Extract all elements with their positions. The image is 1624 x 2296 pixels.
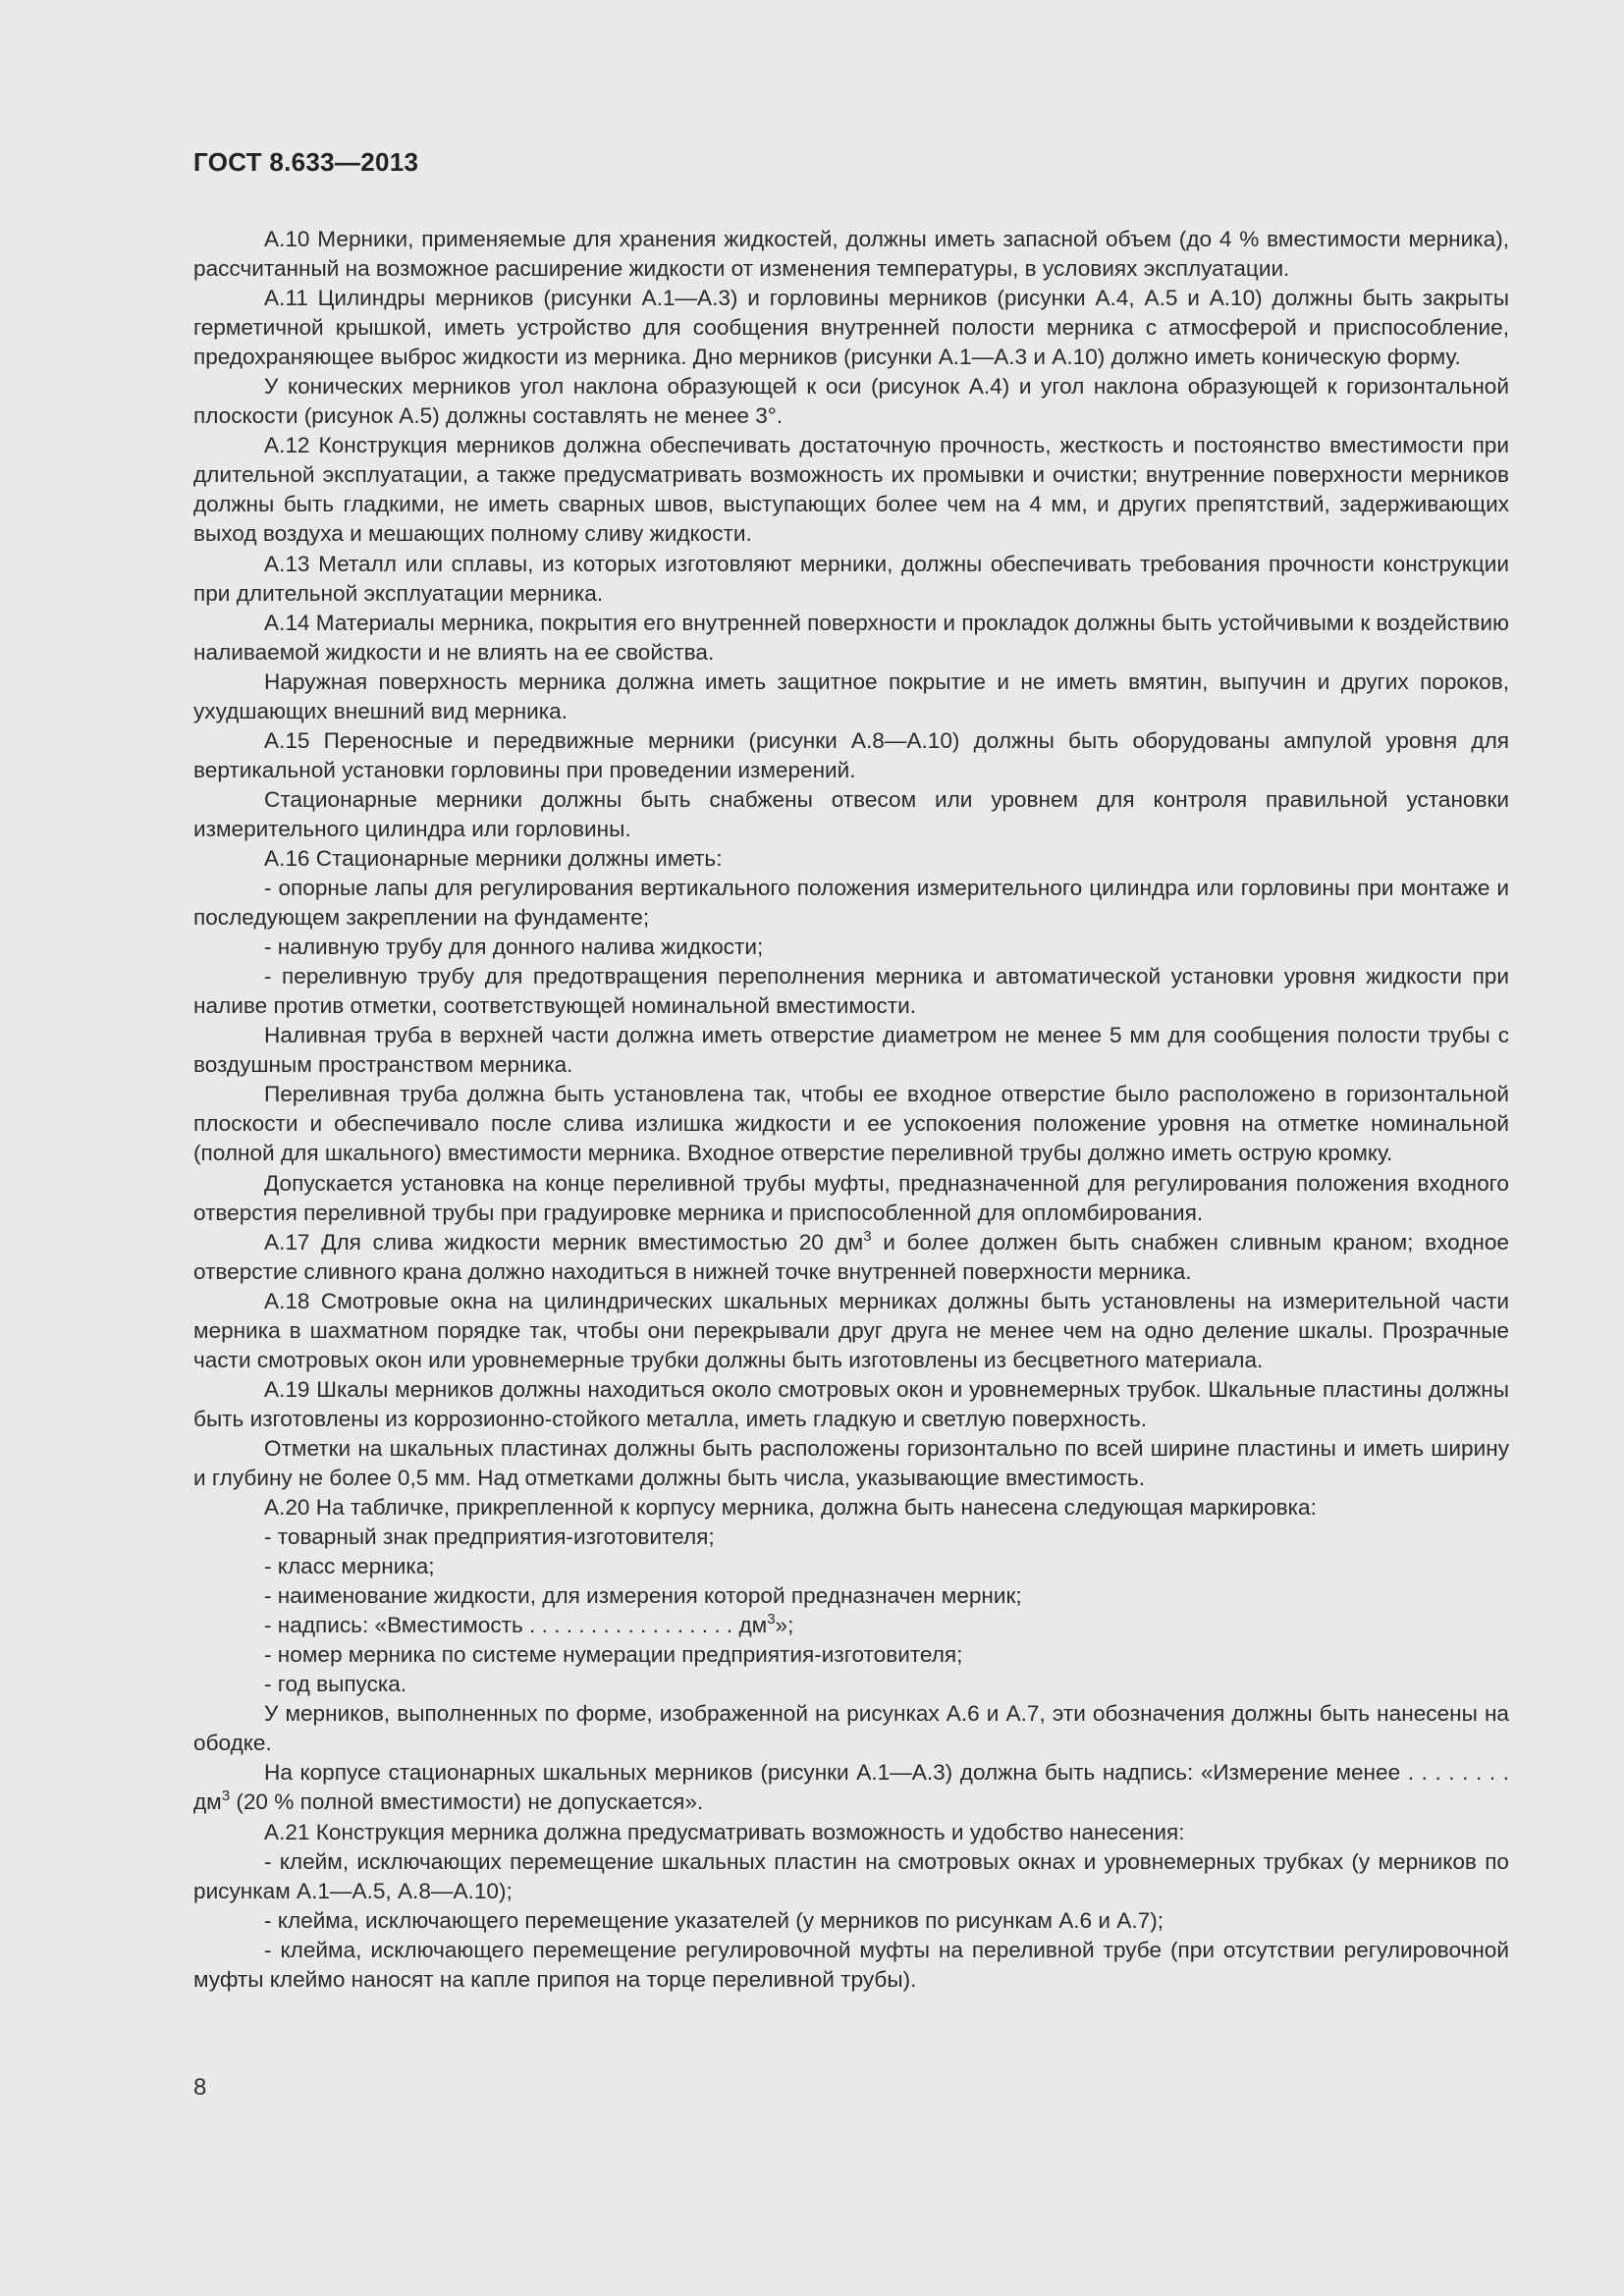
paragraph-a14: А.14 Материалы мерника, покрытия его внутренней поверхности и прокладок должны быть устойчивыми к воздействию наливаемой жидкости и не влиять на ее свойства.: [193, 610, 1509, 665]
paragraph-overflow-pipe: Переливная труба должна быть установлена так, чтобы ее входное отверстие было расположено в горизонтальной плоскости и обеспечивало после слива излишка жидкости и ее успокоения положение уровня на отметке номинальной (полной для шкального) вместимости мерника. Входное отверстие переливной трубы должно иметь острую кромку.: [193, 1082, 1509, 1166]
list-item-fill-pipe: - наливную трубу для донного налива жидкости;: [264, 934, 764, 960]
list-item-capacity-label: - надпись: «Вместимость . . . . . . . . . . . . . . . . . $дм^3$»;: [264, 1611, 794, 1638]
document-header: ГОСТ 8.633—2013: [193, 147, 419, 177]
list-item-pointer-stamp: - клейма, исключающего перемещение указателей (у мерников по рисункам А.6 и А.7);: [264, 1907, 1164, 1933]
list-item-overflow-pipe: - переливную трубу для предотвращения переполнения мерника и автоматической установки уровня жидкости при наливе против отметки, соответствующей номинальной вместимости.: [193, 964, 1509, 1019]
paragraph-a10: А.10 Мерники, применяемые для хранения жидкостей, должны иметь запасной объем (до 4 % вместимости мерника), рассчитанный на возможное расширение жидкости от изменения температуры, в условиях эксплуатации.: [193, 227, 1509, 282]
paragraph-a12: А.12 Конструкция мерников должна обеспечивать достаточную прочность, жесткость и постоянство вместимости при длительной эксплуатации, а также предусматривать возможность их промывки и очистки; внутренние поверхности мерников должны быть гладкими, не иметь сварных швов, выступающих более чем на 4 мм, и других препятствий, задерживающих выход воздуха и мешающих полному сливу жидкости.: [193, 433, 1509, 547]
paragraph-scale-marks: Отметки на шкальных пластинах должны быть расположены горизонтально по всей ширине пластины и иметь ширину и глубину не более 0,5 мм. Над отметками должны быть числа, указывающие вместимость.: [193, 1435, 1509, 1490]
document-body: [193, 225, 1509, 1995]
paragraph-stationary-plumb: Стационарные мерники должны быть снабжены отвесом или уровнем для контроля правильной установки измерительного цилиндра или горловины.: [193, 786, 1509, 841]
paragraph-rim-marking: У мерников, выполненных по форме, изображенной на рисунках А.6 и А.7, эти обозначения должны быть нанесены на ободке.: [193, 1701, 1509, 1756]
paragraph-a17: А.17 Для слива жидкости мерник вместимостью 20 $дм^3$ и более должен быть снабжен сливным краном; входное отверстие сливного крана должно находиться в нижней точке внутренней поверхности мерника.: [193, 1227, 1509, 1284]
paragraph-a11: А.11 Цилиндры мерников (рисунки А.1—А.3) и горловины мерников (рисунки А.4, А.5 и А.10) должны быть закрыты герметичной крышкой, иметь устройство для сообщения внутренней полости мерника с атмосферой и приспособление, предохраняющее выброс жидкости из мерника. Дно мерников (рисунки А.1—А.3 и А.10) должно иметь коническую форму.: [193, 286, 1509, 370]
superscript: 3: [863, 1227, 872, 1245]
paragraph-a16: А.16 Стационарные мерники должны иметь:: [264, 845, 723, 871]
paragraph-a13: А.13 Металл или сплавы, из которых изготовляют мерники, должны обеспечивать требования прочности конструкции при длительной эксплуатации мерника.: [193, 551, 1509, 606]
paragraph-a21: А.21 Конструкция мерника должна предусматривать возможность и удобство нанесения:: [264, 1819, 1185, 1844]
list-item-support-legs: - опорные лапы для регулирования вертикального положения измерительного цилиндра или горловины при монтаже и последующем закреплении на фундаменте;: [193, 876, 1509, 931]
paragraph-a15: А.15 Переносные и передвижные мерники (рисунки А.8—А.10) должны быть оборудованы ампулой уровня для вертикальной установки горловины при проведении измерений.: [193, 727, 1509, 782]
paragraph-a18: А.18 Смотровые окна на цилиндрических шкальных мерниках должны быть установлены на измерительной части мерника в шахматном порядке так, чтобы они перекрывали друг друга не менее чем на одно деление шкалы. Прозрачные части смотровых окон или уровнемерные трубки должны быть изготовлены из бесцветного материала.: [193, 1288, 1509, 1372]
paragraph-outer-surface: Наружная поверхность мерника должна иметь защитное покрытие и не иметь вмятин, выпучин и других пороков, ухудшающих внешний вид мерника.: [193, 668, 1509, 723]
superscript: 3: [767, 1611, 776, 1629]
paragraph-inscription: На корпусе стационарных шкальных мерников (рисунки А.1—А.3) должна быть надпись: «Измерение менее . . . . . . . . $дм^3$ (20 % полной вместимости) не допускается».: [193, 1760, 1509, 1815]
list-item-scale-plate-stamps: - клейм, исключающих перемещение шкальных пластин на смотровых окнах и уровнемерных трубках (у мерников по рисункам А.1—А.5, А.8—А.10);: [193, 1848, 1509, 1903]
paragraph-a19: А.19 Шкалы мерников должны находиться около смотровых окон и уровнемерных трубок. Шкальные пластины должны быть изготовлены из коррозионно-стойкого металла, иметь гладкую и светлую поверхность.: [193, 1376, 1509, 1431]
list-item-trademark: - товарный знак предприятия-изготовителя;: [264, 1524, 715, 1550]
list-item-coupling-stamp: - клейма, исключающего перемещение регулировочной муфты на переливной трубе (при отсутствии регулировочной муфты клеймо наносят на капле припоя на торце переливной трубы).: [193, 1937, 1509, 1992]
list-item-serial-number: - номер мерника по системе нумерации предприятия-изготовителя;: [264, 1642, 963, 1668]
page-number: 8: [193, 2074, 207, 2101]
superscript: 3: [221, 1788, 231, 1805]
paragraph-conical: У конических мерников угол наклона образующей к оси (рисунок А.4) и угол наклона образующей к горизонтальной плоскости (рисунок А.5) должны составлять не менее 3°.: [193, 374, 1509, 429]
paragraph-fill-pipe-hole: Наливная труба в верхней части должна иметь отверстие диаметром не менее 5 мм для сообщения полости трубы с воздушным пространством мерника.: [193, 1023, 1509, 1078]
paragraph-coupling: Допускается установка на конце переливной трубы муфты, предназначенной для регулирования положения входного отверстия переливной трубы при градуировке мерника и приспособленной для опломбирования.: [193, 1170, 1509, 1225]
list-item-class: - класс мерника;: [264, 1554, 435, 1579]
paragraph-a20: А.20 На табличке, прикрепленной к корпусу мерника, должна быть нанесена следующая маркировка:: [264, 1495, 1317, 1521]
list-item-liquid-name: - наименование жидкости, для измерения которой предназначен мерник;: [264, 1583, 1022, 1609]
list-item-year: - год выпуска.: [264, 1672, 407, 1697]
